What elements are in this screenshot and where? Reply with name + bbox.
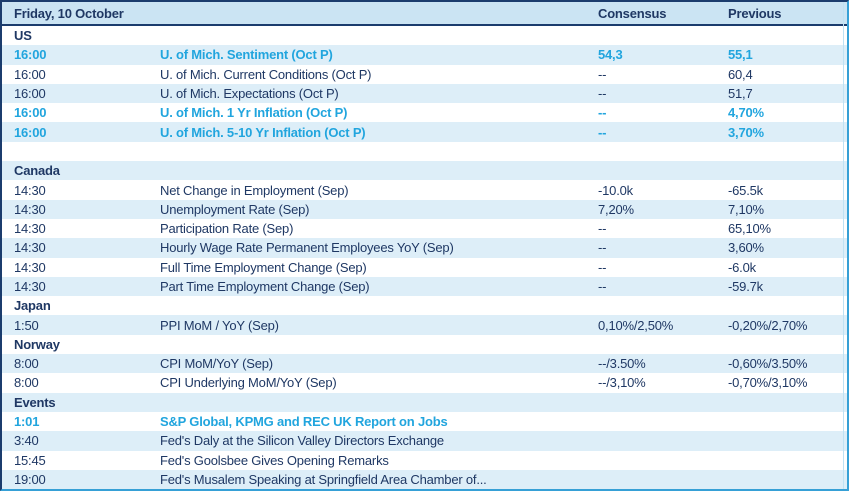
section-label: Events [14, 394, 56, 410]
event-name: CPI Underlying MoM/YoY (Sep) [160, 375, 337, 391]
event-name: U. of Mich. Expectations (Oct P) [160, 86, 339, 102]
section-label: Canada [14, 163, 60, 179]
event-name: Net Change in Employment (Sep) [160, 182, 349, 198]
event-previous: 7,10% [728, 201, 764, 217]
event-name: Part Time Employment Change (Sep) [160, 279, 370, 294]
event-previous: -6.0k [728, 259, 756, 275]
event-previous: 4,70% [728, 105, 764, 121]
event-name: U. of Mich. 5-10 Yr Inflation (Oct P) [160, 124, 366, 140]
header-consensus: Consensus [598, 5, 667, 21]
table-row [2, 180, 847, 199]
event-time: 16:00 [14, 86, 46, 102]
event-name: PPI MoM / YoY (Sep) [160, 317, 279, 333]
event-consensus: -- [598, 259, 607, 275]
event-previous: 60,4 [728, 66, 753, 82]
event-time: 3:40 [14, 433, 39, 449]
table-row [2, 219, 847, 238]
event-previous: 3,60% [728, 240, 764, 256]
event-previous: 3,70% [728, 124, 764, 140]
event-time: 16:00 [14, 105, 47, 121]
table-row [2, 470, 847, 489]
event-consensus: -- [598, 279, 607, 294]
table-row [2, 315, 847, 334]
event-previous: 51,7 [728, 86, 753, 102]
section-header-us [2, 26, 847, 45]
event-time: 8:00 [14, 375, 39, 391]
event-previous: -0,70%/3,10% [728, 375, 808, 391]
event-time: 14:30 [14, 182, 46, 198]
table-row [2, 431, 847, 450]
spacer-row [2, 142, 847, 161]
section-label: Norway [14, 336, 60, 352]
event-consensus: --/3,10% [598, 375, 646, 391]
event-previous: -59.7k [728, 279, 763, 294]
table-row [2, 45, 847, 64]
event-name: S&P Global, KPMG and REC UK Report on Jobs [160, 414, 448, 430]
event-consensus: 54,3 [598, 47, 623, 63]
event-consensus: --/3.50% [598, 356, 646, 372]
table-row [2, 412, 847, 431]
event-previous: -65.5k [728, 182, 763, 198]
event-name: Fed's Daly at the Silicon Valley Directors Exchange [160, 433, 444, 449]
event-name: U. of Mich. 1 Yr Inflation (Oct P) [160, 105, 348, 121]
event-consensus: -- [598, 240, 607, 256]
event-name: U. of Mich. Sentiment (Oct P) [160, 47, 333, 63]
table-row [2, 258, 847, 277]
event-previous: -0,20%/2,70% [728, 317, 808, 333]
section-header-norway [2, 335, 847, 354]
table-row [2, 65, 847, 84]
event-time: 14:30 [14, 201, 46, 217]
event-consensus: -10.0k [598, 182, 633, 198]
table-row [2, 354, 847, 373]
section-header-japan [2, 296, 847, 315]
table-row [2, 84, 847, 103]
event-name: Participation Rate (Sep) [160, 221, 294, 237]
event-time: 8:00 [14, 356, 39, 372]
event-previous: 55,1 [728, 47, 753, 63]
event-consensus: -- [598, 124, 607, 140]
event-time: 16:00 [14, 124, 47, 140]
table-row [2, 122, 847, 141]
event-time: 19:00 [14, 471, 46, 487]
event-time: 1:01 [14, 414, 40, 430]
table-row [2, 103, 847, 122]
event-consensus: 0,10%/2,50% [598, 317, 674, 333]
header-previous: Previous [728, 5, 782, 21]
table-row [2, 373, 847, 392]
event-name: CPI MoM/YoY (Sep) [160, 356, 273, 372]
event-time: 14:30 [14, 259, 46, 275]
event-name: Hourly Wage Rate Permanent Employees YoY (Sep) [160, 240, 454, 256]
table-row [2, 238, 847, 257]
event-time: 16:00 [14, 47, 47, 63]
event-name: Fed's Goolsbee Gives Opening Remarks [160, 452, 389, 468]
event-consensus: -- [598, 105, 607, 121]
header-date: Friday, 10 October [14, 5, 124, 21]
section-label: Japan [14, 298, 51, 314]
section-header-canada [2, 161, 847, 180]
event-time: 14:30 [14, 279, 46, 294]
section-label: US [14, 28, 32, 44]
event-previous: 65,10% [728, 221, 771, 237]
event-time: 16:00 [14, 66, 46, 82]
event-time: 14:30 [14, 221, 46, 237]
event-time: 15:45 [14, 452, 46, 468]
section-header-events [2, 393, 847, 412]
event-name: U. of Mich. Current Conditions (Oct P) [160, 66, 372, 82]
event-previous: -0,60%/3.50% [728, 356, 808, 372]
table-row [2, 277, 847, 296]
event-time: 1:50 [14, 317, 39, 333]
event-name: Unemployment Rate (Sep) [160, 201, 310, 217]
table-row [2, 451, 847, 470]
event-consensus: 7,20% [598, 201, 634, 217]
event-consensus: -- [598, 86, 607, 102]
event-consensus: -- [598, 66, 607, 82]
event-name: Fed's Musalem Speaking at Springfield Area Chamber of... [160, 471, 487, 487]
table-header-row [2, 2, 847, 26]
event-name: Full Time Employment Change (Sep) [160, 259, 367, 275]
event-time: 14:30 [14, 240, 46, 256]
table-row [2, 200, 847, 219]
event-consensus: -- [598, 221, 607, 237]
